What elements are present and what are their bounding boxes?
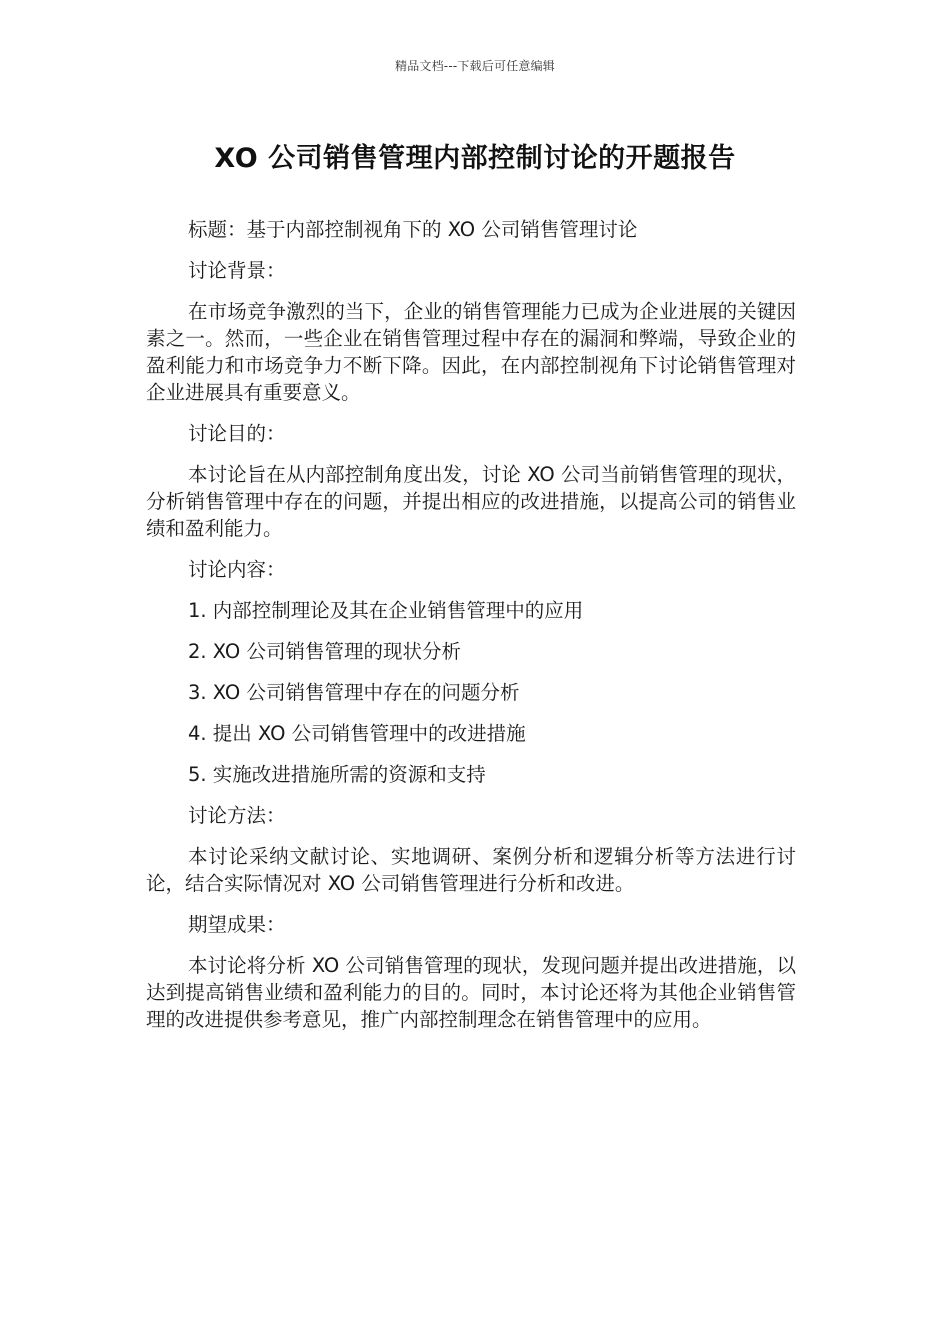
- purpose-paragraph: 本讨论旨在从内部控制角度出发，讨论 XO 公司当前销售管理的现状，分析销售管理中存在的问题，并提出相应的改进措施，以提高公司的销售业绩和盈利能力。: [146, 463, 796, 540]
- purpose-heading: 讨论目的：: [188, 422, 286, 445]
- background-paragraph: 在市场竞争激烈的当下，企业的销售管理能力已成为企业进展的关键因素之一。然而，一些企业在销售管理过程中存在的漏洞和弊端，导致企业的盈利能力和市场竞争力不断下降。因此，在内部控制视角下讨论销售管理对企业进展具有重要意义。: [146, 300, 796, 404]
- method-paragraph: 本讨论采纳文献讨论、实地调研、案例分析和逻辑分析等方法进行讨论，结合实际情况对 XO 公司销售管理进行分析和改进。: [146, 845, 796, 895]
- content-list-item: 1. 内部控制理论及其在企业销售管理中的应用: [188, 599, 584, 622]
- content-list-item: 4. 提出 XO 公司销售管理中的改进措施: [188, 722, 526, 745]
- subject-line: 标题：基于内部控制视角下的 XO 公司销售管理讨论: [188, 218, 638, 241]
- document-body: [146, 216, 796, 1047]
- outcome-paragraph: 本讨论将分析 XO 公司销售管理的现状，发现问题并提出改进措施，以达到提高销售业绩和盈利能力的目的。同时，本讨论还将为其他企业销售管理的改进提供参考意见，推广内部控制理念在销售管理中的应用。: [146, 954, 796, 1031]
- page-header-note: 精品文档---下载后可任意编辑: [395, 59, 555, 73]
- method-heading: 讨论方法：: [188, 804, 286, 827]
- content-heading: 讨论内容：: [188, 558, 286, 581]
- content-list-item: 5. 实施改进措施所需的资源和支持: [188, 763, 486, 786]
- outcome-heading: 期望成果：: [188, 913, 286, 936]
- content-list-item: 3. XO 公司销售管理中存在的问题分析: [188, 681, 520, 704]
- document-title: XO 公司销售管理内部控制讨论的开题报告: [214, 143, 736, 174]
- content-list-item: 2. XO 公司销售管理的现状分析: [188, 640, 461, 663]
- background-heading: 讨论背景：: [188, 259, 286, 282]
